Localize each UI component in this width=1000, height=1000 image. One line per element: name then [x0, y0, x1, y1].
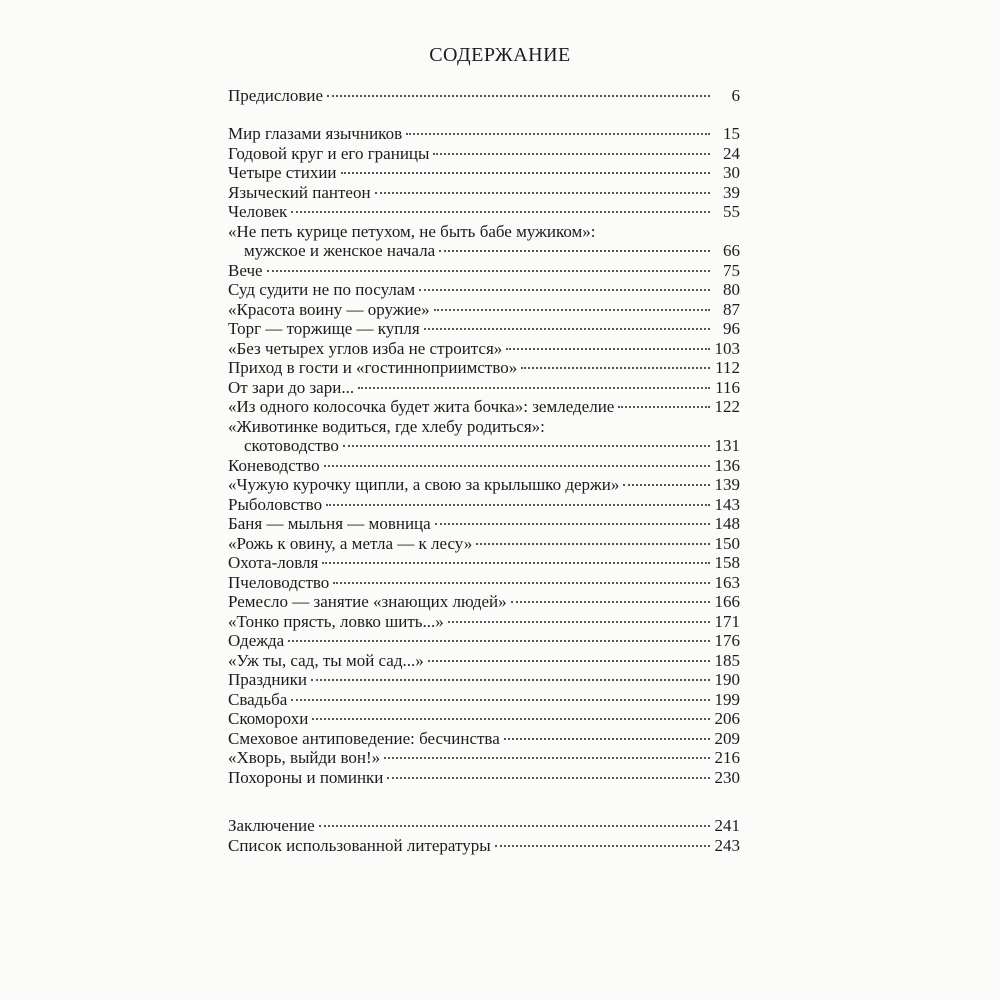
toc-entry-page-number: 136 — [714, 455, 740, 475]
dot-leader — [495, 845, 710, 847]
toc-entry-title: Ремесло — занятие «знающих людей» — [228, 592, 507, 611]
toc-entry-page-number: 166 — [714, 592, 740, 611]
toc-entry-title: Суд судити не по посулам — [228, 280, 416, 299]
toc-entry — [228, 836, 740, 856]
toc-outro-section — [228, 816, 740, 855]
dot-leader — [434, 309, 710, 311]
toc-entry-page-number: 87 — [723, 299, 740, 319]
dot-leader — [428, 660, 710, 662]
toc-entry-title: Мир глазами язычников — [228, 124, 403, 143]
dot-leader — [439, 250, 710, 252]
toc-entry-title: «Не петь курице петухом, не быть бабе мужиком»: — [228, 221, 596, 241]
toc-entry — [228, 124, 740, 144]
toc-entry-title: «Чужую курочку щипли, а свою за крылышко держи» — [228, 475, 620, 494]
toc-entry — [228, 222, 740, 242]
dot-leader — [322, 562, 710, 564]
toc-entry-title: Торг — торжище — купля — [228, 319, 420, 338]
toc-entry — [228, 163, 740, 183]
toc-entry — [228, 495, 740, 515]
toc-entry-title: «Хворь, выйди вон!» — [228, 748, 381, 767]
toc-entry-title: Пчеловодство — [228, 572, 330, 592]
toc-entry-page-number: 216 — [714, 748, 740, 767]
toc-entry — [228, 816, 740, 836]
toc-entry-title: Заключение — [228, 816, 315, 835]
toc-entry-title: «Из одного колосочка будет жита бочка»: земледелие — [228, 397, 615, 416]
toc-entry-title: Смеховое антиповедение: бесчинства — [228, 728, 500, 748]
toc-entry — [228, 202, 740, 222]
dot-leader — [384, 757, 710, 759]
dot-leader — [476, 543, 710, 545]
toc-entry — [228, 612, 740, 632]
toc-entry — [228, 573, 740, 593]
toc-entry — [228, 144, 740, 164]
toc-entry-page-number: 185 — [714, 650, 740, 670]
toc-entry-title: Праздники — [228, 670, 307, 689]
dot-leader — [319, 825, 710, 827]
toc-entry — [228, 514, 740, 534]
dot-leader — [341, 172, 710, 174]
toc-entry-page-number: 39 — [723, 182, 740, 202]
toc-entry — [228, 261, 740, 281]
dot-leader — [291, 699, 710, 701]
toc-entry-title: Похороны и поминки — [228, 767, 384, 787]
toc-entry-title: «Уж ты, сад, ты мой сад...» — [228, 650, 424, 670]
toc-entry-title: Свадьба — [228, 689, 288, 709]
toc-entry — [228, 339, 740, 359]
toc-entry-page-number: 112 — [715, 358, 740, 377]
dot-leader — [435, 523, 710, 525]
toc-entry-page-number: 80 — [723, 280, 740, 299]
dot-leader — [521, 367, 710, 369]
toc-entry-page-number: 30 — [723, 163, 740, 182]
toc-entry-title: Языческий пантеон — [228, 182, 371, 202]
toc-entry — [228, 709, 740, 729]
toc-entry-title: Предисловие — [228, 86, 324, 105]
toc-entry — [228, 748, 740, 768]
dot-leader — [288, 640, 710, 642]
toc-entry-page-number: 6 — [731, 86, 740, 105]
toc-entry-title: Рыболовство — [228, 494, 323, 514]
toc-entry — [228, 534, 740, 554]
toc-entry-page-number: 171 — [714, 611, 740, 631]
dot-leader — [504, 738, 710, 740]
toc-entry — [228, 670, 740, 690]
toc-intro-section — [228, 86, 740, 106]
toc-entry-page-number: 176 — [714, 631, 740, 650]
toc-entry-title: Баня — мыльня — мовница — [228, 514, 431, 533]
toc-entry-title: От зари до зари... — [228, 377, 355, 397]
dot-leader — [358, 387, 710, 389]
toc-entry — [228, 183, 740, 203]
page-title: СОДЕРЖАНИЕ — [429, 44, 571, 66]
toc-entry-page-number: 55 — [723, 202, 740, 221]
toc-entry — [228, 241, 740, 261]
toc-entry-title: Вече — [228, 260, 263, 280]
toc-entry — [228, 397, 740, 417]
dot-leader — [291, 211, 710, 213]
toc-entry — [228, 280, 740, 300]
dot-leader — [433, 153, 710, 155]
toc-entry-page-number: 199 — [714, 689, 740, 709]
toc-entry-page-number: 163 — [714, 572, 740, 592]
dot-leader — [448, 621, 710, 623]
toc-entry-page-number: 139 — [714, 475, 740, 494]
toc-entry-title: «Без четырех углов изба не строится» — [228, 338, 503, 358]
toc-entry — [228, 417, 740, 437]
toc-entry-title: Годовой круг и его границы — [228, 143, 430, 163]
toc-entry-title: «Тонко прясть, ловко шить...» — [228, 611, 444, 631]
toc-entry-page-number: 66 — [723, 241, 740, 260]
toc-entry — [228, 592, 740, 612]
toc-entry-title: «Животинке водиться, где хлебу родиться»: — [228, 416, 545, 436]
dot-leader — [419, 289, 710, 291]
toc-entry-title: Одежда — [228, 631, 285, 650]
toc-entry-page-number: 116 — [715, 377, 740, 397]
toc-entry — [228, 86, 740, 106]
toc-entry-page-number: 75 — [723, 260, 740, 280]
toc-entry-page-number: 158 — [714, 553, 740, 572]
dot-leader — [267, 270, 710, 272]
toc-entry-page-number: 209 — [714, 728, 740, 748]
toc-entry-page-number: 131 — [714, 436, 740, 455]
toc-entry-page-number: 96 — [723, 319, 740, 338]
toc-entry-page-number: 15 — [723, 124, 740, 143]
toc-entry-title: Четыре стихии — [228, 163, 337, 182]
dot-leader — [375, 192, 710, 194]
toc-entry-title: Охота-ловля — [228, 553, 319, 572]
dot-leader — [618, 406, 710, 408]
toc-entry-page-number: 230 — [714, 767, 740, 787]
toc-entry — [228, 553, 740, 573]
toc-entry — [228, 378, 740, 398]
toc-entry-title: Приход в гости и «гостинноприимство» — [228, 358, 518, 377]
toc-entry-title: «Красота воину — оружие» — [228, 299, 430, 319]
toc-entry — [228, 631, 740, 651]
toc-entry — [228, 475, 740, 495]
dot-leader — [324, 465, 710, 467]
toc-entry — [228, 358, 740, 378]
dot-leader — [311, 679, 710, 681]
dot-leader — [511, 601, 710, 603]
toc-entry-page-number: 241 — [714, 816, 740, 835]
toc-entry — [228, 768, 740, 788]
toc-entry-page-number: 206 — [714, 709, 740, 728]
dot-leader — [333, 582, 710, 584]
dot-leader — [506, 348, 710, 350]
toc-entry — [228, 300, 740, 320]
toc-entry — [228, 729, 740, 749]
toc-entry-page-number: 148 — [714, 514, 740, 533]
toc-entry-title: скотоводство — [244, 436, 339, 455]
toc-main-section — [228, 124, 740, 787]
dot-leader — [312, 718, 710, 720]
toc-entry-title: Список использованной литературы — [228, 835, 491, 855]
dot-leader — [327, 95, 710, 97]
toc-entry — [228, 456, 740, 476]
dot-leader — [406, 133, 710, 135]
dot-leader — [343, 445, 710, 447]
toc-entry-page-number: 103 — [714, 338, 740, 358]
toc-entry-page-number: 122 — [714, 397, 740, 416]
toc-entry-page-number: 143 — [714, 494, 740, 514]
dot-leader — [326, 504, 710, 506]
toc-entry — [228, 319, 740, 339]
dot-leader — [424, 328, 710, 330]
toc-entry — [228, 436, 740, 456]
toc-entry — [228, 690, 740, 710]
toc-entry-title: «Рожь к овину, а метла — к лесу» — [228, 533, 473, 553]
dot-leader — [623, 484, 710, 486]
toc-entry — [228, 651, 740, 671]
toc-entry-page-number: 243 — [714, 835, 740, 855]
toc-entry-page-number: 190 — [714, 670, 740, 689]
toc-entry-title: Человек — [228, 202, 288, 221]
toc-entry-title: Скоморохи — [228, 709, 309, 728]
dot-leader — [387, 777, 710, 779]
toc-entry-title: мужское и женское начала — [244, 241, 436, 260]
toc-entry-page-number: 150 — [714, 533, 740, 553]
toc-entry-page-number: 24 — [723, 143, 740, 163]
toc-entry-title: Коневодство — [228, 455, 320, 475]
